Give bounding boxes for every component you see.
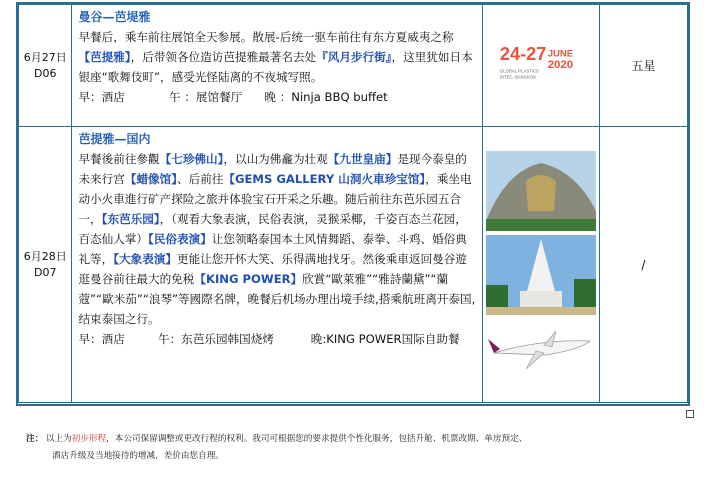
highlight-place: 『风月步行街』	[316, 50, 392, 64]
hotel-cell: /	[599, 127, 687, 403]
day-date: 6月27日	[23, 50, 67, 64]
expo-logo-cell	[483, 5, 599, 127]
table-row-day7	[19, 127, 688, 403]
highlight-place: 【大象表演】	[113, 252, 178, 266]
airplane-photo	[486, 319, 596, 379]
description-text: 早餐後前往參觀	[78, 152, 160, 166]
description-text: 欣賞“歐萊雅”“雅詩蘭黛”“蘭蔻”“歐米茄”“浪琴”等國際名牌，晚餐后机场办理出境手续,搭乘航班离开泰国,结束泰国之行。	[78, 272, 476, 326]
note-line2: 酒店升级及当地接待的增减，差价由您自理。	[52, 451, 224, 461]
day-content	[72, 5, 483, 127]
description-text: 是现今泰皇的未来行宫	[78, 152, 467, 186]
day-date: 6月28日	[23, 249, 67, 263]
day-description	[78, 27, 476, 87]
day-title: 芭提雅—国内	[78, 132, 151, 146]
buddha-mountain-photo	[486, 151, 596, 231]
day-meals: 早：酒店 午：东芭乐园韩国烧烤 晚:KING POWER国际自助餐	[78, 332, 460, 346]
hotel-cell: 五星	[599, 5, 687, 127]
day-code: D07	[33, 265, 57, 279]
highlight-place: 【蜡像馆】	[124, 172, 178, 186]
note-pre: 以上为	[45, 434, 72, 444]
expo-line1: GLOBAL PLASTICS	[500, 68, 540, 74]
highlight-place: 【九世皇庙】	[327, 152, 398, 166]
date-cell	[19, 127, 72, 403]
description-text: 早餐后，乘车前往展馆全天参展。散展-后统一驱车前往有东方夏威夷之称	[78, 30, 454, 44]
expo-month: JUNE	[547, 47, 574, 59]
description-text: ，（观看大象表演，民俗表演，灵猴采椰，千姿百态兰花园，百态仙人掌）	[78, 212, 467, 246]
highlight-place: 【七珍佛山】	[159, 152, 224, 166]
description-text: ，这里犹如日本银座“歌舞伎町”，感受光怪陆离的不夜城写照。	[78, 50, 473, 84]
highlight-place: 【GEMS GALLERY 山洞火車珍宝馆】	[223, 172, 426, 186]
expo-dates: 24-27	[500, 43, 547, 64]
description-text: ，乘坐电动小火車進行矿产探险之旅并体验宝石开采之乐趣。随后前往东芭乐园五合一，	[78, 172, 472, 226]
note-post: ，本公司保留调整或更改行程的权利。我司可根据您的要求提供个性化服务，包括升舱、机票改期、单房预定、	[106, 434, 528, 444]
highlight-place: 【芭提雅】	[78, 50, 131, 64]
photos-cell	[483, 127, 599, 403]
note-label: 注：	[26, 434, 44, 444]
highlight-place: 【民俗表演】	[148, 232, 212, 246]
day-meals: 早：酒店 午 ：展馆餐厅 晚 ：Ninja BBQ buffet	[78, 90, 388, 104]
day-title: 曼谷—芭堤雅	[78, 10, 151, 24]
description-text: ，以山为佛龕为壮观	[223, 152, 328, 166]
description-text: 更能让您开怀大笑、乐得满地找牙。然後乘車返回曼谷遊逛曼谷前往最大的免税	[78, 252, 467, 286]
expo-year: 2020	[547, 58, 574, 71]
day-description	[78, 149, 476, 329]
itinerary-table	[18, 4, 688, 403]
highlight-place: 【东芭乐园】	[101, 212, 160, 226]
footer-note	[26, 431, 686, 465]
description-text: ，后带领各位造访芭提雅最著名去处	[130, 50, 317, 64]
expo-logo	[498, 36, 584, 92]
date-cell	[19, 5, 72, 127]
note-emphasis: 初步形程	[71, 434, 107, 444]
description-text: 、后前往	[177, 172, 224, 186]
expo-line2: BITEC, BANGKOK	[500, 73, 537, 79]
day-code: D06	[33, 66, 57, 80]
temple-photo	[486, 235, 596, 315]
table-row-day6	[19, 5, 688, 127]
resize-handle[interactable]	[686, 410, 694, 418]
highlight-place: 【KING POWER】	[194, 272, 303, 286]
day-content	[72, 127, 483, 403]
description-text: 让您领略泰国本土风情舞蹈、泰拳、斗鸡、婚俗典礼等，	[78, 232, 467, 266]
